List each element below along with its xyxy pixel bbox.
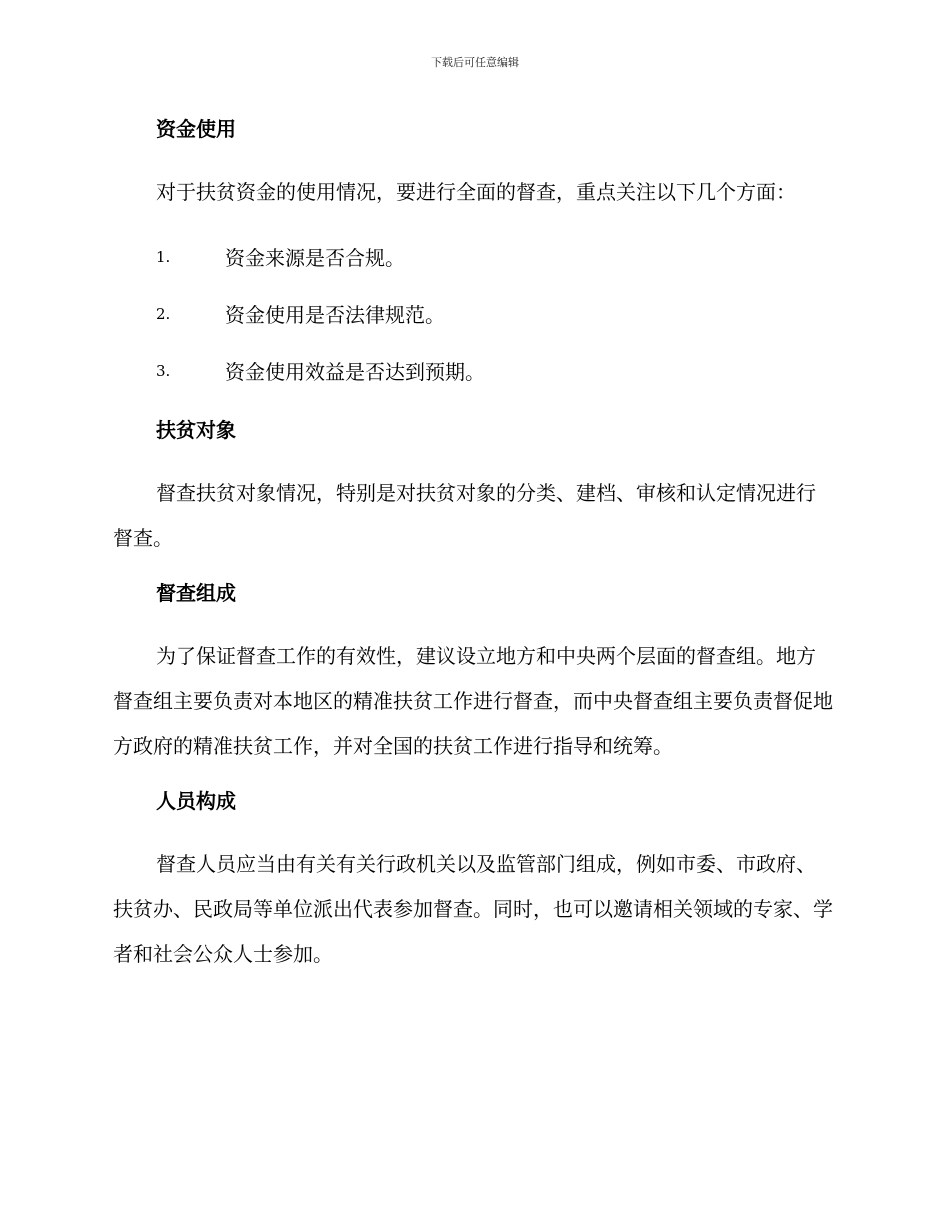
section-heading-personnel: 人员构成 [156, 789, 236, 813]
document-body [113, 113, 835, 977]
list-item-number: 1. [156, 247, 171, 266]
section-heading-composition: 督查组成 [156, 581, 236, 605]
list-item-text: 资金使用是否法律规范。 [225, 303, 445, 327]
personnel-paragraph: 督查人员应当由有关有关行政机关以及监管部门组成，例如市委、市政府、扶贫办、民政局等单位派出代表参加督查。同时，也可以邀请相关领域的专家、学者和社会公众人士参加。 [113, 852, 833, 966]
composition-paragraph: 为了保证督查工作的有效性，建议设立地方和中央两个层面的督查组。地方督查组主要负责对本地区的精准扶贫工作进行督查，而中央督查组主要负责督促地方政府的精准扶贫工作，并对全国的扶贫工作进行指导和统筹。 [113, 644, 833, 758]
section-heading-funds: 资金使用 [156, 117, 236, 141]
funds-checklist [113, 228, 835, 399]
list-item [113, 228, 835, 285]
funds-intro-paragraph: 对于扶贫资金的使用情况，要进行全面的督查，重点关注以下几个方面： [156, 180, 796, 204]
page-header: 下载后可任意编辑 [431, 56, 519, 69]
list-item-number: 3. [156, 361, 171, 380]
list-item-number: 2. [156, 304, 171, 323]
list-item-text: 资金来源是否合规。 [225, 246, 405, 270]
list-item [113, 285, 835, 342]
section-heading-targets: 扶贫对象 [156, 418, 236, 442]
list-item [113, 342, 835, 399]
targets-paragraph: 督查扶贫对象情况，特别是对扶贫对象的分类、建档、审核和认定情况进行督查。 [113, 481, 816, 550]
list-item-text: 资金使用效益是否达到预期。 [225, 360, 485, 384]
